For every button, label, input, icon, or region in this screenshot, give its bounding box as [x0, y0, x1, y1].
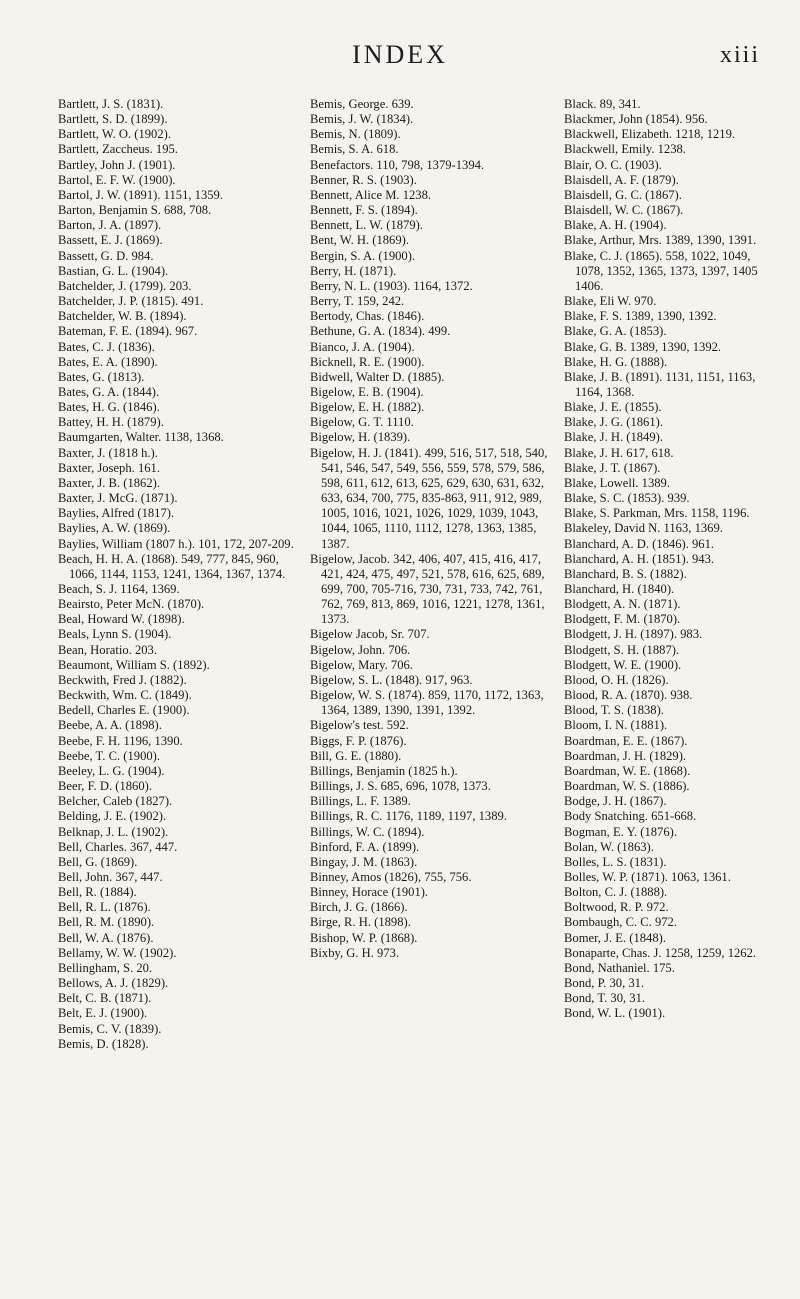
index-entry: Blackwell, Emily. 1238. — [564, 142, 686, 157]
index-entry: Blake, S. Parkman, Mrs. 1158, 1196. — [564, 506, 750, 521]
index-entry: Baxter, J. McG. (1871). — [58, 491, 178, 506]
index-entry: Beach, S. J. 1164, 1369. — [58, 582, 180, 596]
index-entry: Baxter, J. B. (1862). — [58, 475, 160, 490]
index-entry: Billings, R. C. 1176, 1189, 1197, 1389. — [310, 809, 507, 824]
index-entry: Bemis, George. 639. — [310, 97, 414, 111]
index-entry: Bond, P. 30, 31. — [564, 976, 645, 991]
index-entry: Bidwell, Walter D. (1885). — [310, 369, 445, 384]
index-entry: Black. 89, 341. — [564, 97, 641, 111]
index-entry: Bemis, J. W. (1834). — [310, 112, 414, 127]
index-entry: Bill, G. E. (1880). — [310, 748, 402, 763]
index-entry: Bell, Charles. 367, 447. — [58, 839, 178, 854]
index-entry: Bemis, S. A. 618. — [310, 142, 399, 157]
index-entry: Bartol, E. F. W. (1900). — [58, 172, 176, 187]
index-entry: Boardman, E. E. (1867). — [564, 733, 688, 748]
index-entry: Bean, Horatio. 203. — [58, 642, 157, 657]
index-entry: Bolles, W. P. (1871). 1063, 1361. — [564, 869, 731, 884]
index-entry: Blake, G. B. 1389, 1390, 1392. — [564, 339, 722, 354]
index-entry: Beach, H. H. A. (1868). 549, 777, 845, 960, 1066, 1144, 1153, 1241, 1364, 1367, 1374. — [58, 551, 286, 581]
index-entry: Blodgett, J. H. (1897). 983. — [564, 627, 703, 642]
index-entry: Bergin, S. A. (1900). — [310, 248, 416, 263]
index-entry: Bishop, W. P. (1868). — [310, 930, 418, 945]
index-entry: Beckwith, Wm. C. (1849). — [58, 688, 192, 703]
index-entry: Bennett, L. W. (1879). — [310, 218, 423, 233]
index-entry: Blodgett, W. E. (1900). — [564, 657, 682, 672]
index-entry: Blake, H. G. (1888). — [564, 354, 668, 369]
index-entry: Boltwood, R. P. 972. — [564, 900, 669, 915]
index-entry: Bartlett, Zaccheus. 195. — [58, 142, 178, 157]
index-entry: Bertody, Chas. (1846). — [310, 309, 425, 324]
index-entry: Bates, H. G. (1846). — [58, 400, 160, 415]
index-entry: Beeley, L. G. (1904). — [58, 763, 165, 778]
index-entry: Bigelow, W. S. (1874). 859, 1170, 1172, 1363, 1364, 1389, 1390, 1391, 1392. — [310, 688, 544, 718]
index-entry: Bell, W. A. (1876). — [58, 930, 154, 945]
index-entry: Battey, H. H. (1879). — [58, 415, 164, 430]
index-entry: Bassett, E. J. (1869). — [58, 233, 163, 248]
index-entry: Blake, F. S. 1389, 1390, 1392. — [564, 309, 717, 324]
index-entry: Bomer, J. E. (1848). — [564, 930, 666, 945]
index-entry: Binney, Horace (1901). — [310, 885, 429, 900]
index-entry: Beals, Lynn S. (1904). — [58, 627, 172, 642]
index-entry: Blake, S. C. (1853). 939. — [564, 491, 690, 506]
index-entry: Bogman, E. Y. (1876). — [564, 824, 677, 839]
index-entry: Blakeley, David N. 1163, 1369. — [564, 521, 723, 536]
index-entry: Blake, J. B. (1891). 1131, 1151, 1163, 1164, 1368. — [564, 369, 756, 399]
index-entry: Belt, C. B. (1871). — [58, 991, 152, 1006]
index-entry: Blake, C. J. (1865). 558, 1022, 1049, 1078, 1352, 1365, 1373, 1397, 1405 1406. — [564, 248, 758, 293]
index-column-1 — [58, 97, 310, 1052]
index-entry: Bigelow, Mary. 706. — [310, 657, 413, 672]
index-entry: Blake, Lowell. 1389. — [564, 475, 670, 490]
index-entry: Bartlett, W. O. (1902). — [58, 127, 171, 142]
index-entry: Beckwith, Fred J. (1882). — [58, 672, 187, 687]
index-entry: Bennett, Alice M. 1238. — [310, 187, 432, 202]
index-entry: Billings, Benjamin (1825 h.). — [310, 763, 458, 778]
index-entry: Bolles, L. S. (1831). — [564, 854, 667, 869]
page-number: xiii — [719, 42, 760, 68]
index-entry: Bates, C. J. (1836). — [58, 339, 155, 354]
index-entry: Blackwell, Elizabeth. 1218, 1219. — [564, 127, 736, 142]
index-entry: Blanchard, H. (1840). — [564, 582, 675, 596]
index-entry: Bassett, G. D. 984. — [58, 248, 154, 263]
index-entry: Berry, N. L. (1903). 1164, 1372. — [310, 278, 473, 293]
index-entry: Blood, R. A. (1870). 938. — [564, 688, 693, 703]
index-entry: Billings, J. S. 685, 696, 1078, 1373. — [310, 779, 491, 794]
index-entry: Bellamy, W. W. (1902). — [58, 945, 177, 960]
index-entry: Billings, W. C. (1894). — [310, 824, 425, 839]
index-entry: Bent, W. H. (1869). — [310, 233, 409, 248]
index-entry: Baxter, Joseph. 161. — [58, 460, 160, 475]
index-entry: Blake, J. T. (1867). — [564, 460, 661, 475]
index-entry: Biggs, F. P. (1876). — [310, 733, 407, 748]
index-entry: Bigelow Jacob, Sr. 707. — [310, 627, 430, 642]
index-entry: Blanchard, B. S. (1882). — [564, 566, 687, 581]
index-entry: Bartlett, J. S. (1831). — [58, 97, 164, 111]
index-entry: Blaisdell, A. F. (1879). — [564, 172, 679, 187]
index-entry: Bigelow, G. T. 1110. — [310, 415, 414, 430]
index-entry: Berry, H. (1871). — [310, 263, 397, 278]
index-entry: Bartlett, S. D. (1899). — [58, 112, 168, 127]
index-entry: Bigelow, S. L. (1848). 917, 963. — [310, 672, 473, 687]
index-entry: Bastian, G. L. (1904). — [58, 263, 169, 278]
index-entry: Bigelow, John. 706. — [310, 642, 411, 657]
index-entry: Barton, J. A. (1897). — [58, 218, 162, 233]
index-entry: Bigelow, E. B. (1904). — [310, 384, 424, 399]
index-entry: Bell, R. M. (1890). — [58, 915, 155, 930]
index-entry: Body Snatching. 651-668. — [564, 809, 697, 824]
index-entry: Blake, G. A. (1853). — [564, 324, 667, 339]
index-entry: Bonaparte, Chas. J. 1258, 1259, 1262. — [564, 945, 757, 960]
index-entry: Baylies, Alfred (1817). — [58, 506, 175, 521]
page-title: INDEX — [352, 40, 448, 69]
index-entry: Benefactors. 110, 798, 1379-1394. — [310, 157, 485, 172]
index-entry: Baylies, William (1807 h.). 101, 172, 207-209. — [58, 536, 294, 551]
index-entry: Bingay, J. M. (1863). — [310, 854, 418, 869]
index-entry: Baylies, A. W. (1869). — [58, 521, 171, 536]
index-entry: Blood, T. S. (1838). — [564, 703, 664, 718]
index-entry: Blake, J. G. (1861). — [564, 415, 663, 430]
index-entry: Bartley, John J. (1901). — [58, 157, 176, 172]
index-entry: Beaumont, William S. (1892). — [58, 657, 210, 672]
index-entry: Bicknell, R. E. (1900). — [310, 354, 425, 369]
index-entry: Blodgett, S. H. (1887). — [564, 642, 680, 657]
index-entry: Bemis, C. V. (1839). — [58, 1021, 162, 1036]
index-entry: Billings, L. F. 1389. — [310, 794, 411, 809]
index-entry: Bloom, I. N. (1881). — [564, 718, 668, 733]
index-entry: Bodge, J. H. (1867). — [564, 794, 667, 809]
index-entry: Benner, R. S. (1903). — [310, 172, 417, 187]
index-entry: Bemis, N. (1809). — [310, 127, 401, 142]
index-entry: Bolan, W. (1863). — [564, 839, 654, 854]
index-entry: Bond, T. 30, 31. — [564, 991, 646, 1006]
index-entry: Bedell, Charles E. (1900). — [58, 703, 190, 718]
index-entry: Baumgarten, Walter. 1138, 1368. — [58, 430, 224, 445]
index-entry: Bellows, A. J. (1829). — [58, 976, 169, 991]
index-entry: Bates, G. (1813). — [58, 369, 145, 384]
index-entry: Berry, T. 159, 242. — [310, 294, 405, 309]
index-entry: Binford, F. A. (1899). — [310, 839, 420, 854]
index-entry: Bond, W. L. (1901). — [564, 1006, 666, 1021]
index-entry: Barton, Benjamin S. 688, 708. — [58, 203, 212, 218]
index-entry: Bartol, J. W. (1891). 1151, 1359. — [58, 187, 223, 202]
index-entry: Bigelow, H. J. (1841). 499, 516, 517, 518, 540, 541, 546, 547, 549, 556, 559, 578, 579, 586, 598, 611, 612, 613, 625, 629, 630, 631, 632, 633, 634, 700, 775, 835-863, 911, 912, 989, 1005, 1016, 1021, 1026, 1029, 1039, 1043, 1044, 1065, 1110, 1112, 1278, 1363, 1385, 1387. — [310, 445, 548, 551]
index-entry: Blood, O. H. (1826). — [564, 672, 669, 687]
index-column-2 — [310, 97, 564, 1052]
index-entry: Bates, G. A. (1844). — [58, 384, 160, 399]
index-entry: Binney, Amos (1826), 755, 756. — [310, 869, 472, 884]
index-entry: Blake, Arthur, Mrs. 1389, 1390, 1391. — [564, 233, 757, 248]
index-entry: Bombaugh, C. C. 972. — [564, 915, 677, 930]
index-entry: Batchelder, J. P. (1815). 491. — [58, 294, 204, 309]
index-entry: Belding, J. E. (1902). — [58, 809, 167, 824]
index-entry: Bemis, D. (1828). — [58, 1036, 149, 1051]
index-entry: Blake, Eli W. 970. — [564, 294, 657, 309]
index-entry: Blaisdell, G. C. (1867). — [564, 187, 682, 202]
index-entry: Boardman, J. H. (1829). — [564, 748, 687, 763]
index-entry: Blake, J. H. 617, 618. — [564, 445, 674, 460]
index-entry: Bigelow, E. H. (1882). — [310, 400, 425, 415]
index-entry: Belt, E. J. (1900). — [58, 1006, 148, 1021]
index-entry: Bennett, F. S. (1894). — [310, 203, 418, 218]
index-entry: Beer, F. D. (1860). — [58, 779, 152, 794]
index-entry: Baxter, J. (1818 h.). — [58, 445, 158, 460]
index-entry: Belknap, J. L. (1902). — [58, 824, 169, 839]
index-entry: Blanchard, A. H. (1851). 943. — [564, 551, 715, 566]
index-columns — [58, 97, 774, 1052]
index-entry: Beal, Howard W. (1898). — [58, 612, 185, 627]
index-entry: Belcher, Caleb (1827). — [58, 794, 173, 809]
index-entry: Bigelow, Jacob. 342, 406, 407, 415, 416, 417, 421, 424, 475, 497, 521, 578, 616, 625, 689, 699, 700, 705-716, 730, 731, 733, 742, 761, 762, 769, 813, 869, 1016, 1221, 1278, 1361, 1373. — [310, 551, 545, 627]
index-entry: Bell, R. (1884). — [58, 885, 137, 900]
index-entry: Bell, John. 367, 447. — [58, 869, 163, 884]
index-entry: Bigelow, H. (1839). — [310, 430, 411, 445]
index-entry: Blair, O. C. (1903). — [564, 157, 662, 172]
index-entry: Bethune, G. A. (1834). 499. — [310, 324, 451, 339]
index-entry: Blake, J. H. (1849). — [564, 430, 663, 445]
index-entry: Blanchard, A. D. (1846). 961. — [564, 536, 715, 551]
index-entry: Birge, R. H. (1898). — [310, 915, 411, 930]
index-entry: Beebe, A. A. (1898). — [58, 718, 162, 733]
index-entry: Bixby, G. H. 973. — [310, 945, 400, 960]
index-entry: Bellingham, S. 20. — [58, 960, 153, 975]
index-entry: Bolton, C. J. (1888). — [564, 885, 668, 900]
index-entry: Bates, E. A. (1890). — [58, 354, 158, 369]
index-entry: Blackmer, John (1854). 956. — [564, 112, 708, 127]
index-entry: Beairsto, Peter McN. (1870). — [58, 597, 205, 612]
index-entry: Boardman, W. E. (1868). — [564, 763, 691, 778]
index-entry: Bond, Nathaniel. 175. — [564, 960, 675, 975]
index-entry: Bigelow's test. 592. — [310, 718, 409, 733]
index-entry: Blodgett, A. N. (1871). — [564, 597, 681, 612]
index-entry: Batchelder, J. (1799). 203. — [58, 278, 192, 293]
index-entry: Bell, G. (1869). — [58, 854, 138, 869]
index-column-3 — [564, 97, 774, 1052]
index-entry: Birch, J. G. (1866). — [310, 900, 408, 915]
index-entry: Batchelder, W. B. (1894). — [58, 309, 187, 324]
index-entry: Blaisdell, W. C. (1867). — [564, 203, 684, 218]
index-entry: Beebe, T. C. (1900). — [58, 748, 161, 763]
index-entry: Blake, J. E. (1855). — [564, 400, 662, 415]
index-entry: Blodgett, F. M. (1870). — [564, 612, 681, 627]
index-entry: Bianco, J. A. (1904). — [310, 339, 415, 354]
index-entry: Bateman, F. E. (1894). 967. — [58, 324, 198, 339]
index-entry: Beebe, F. H. 1196, 1390. — [58, 733, 183, 748]
index-entry: Blake, A. H. (1904). — [564, 218, 667, 233]
index-entry: Bell, R. L. (1876). — [58, 900, 151, 915]
index-entry: Boardman, W. S. (1886). — [564, 779, 690, 794]
